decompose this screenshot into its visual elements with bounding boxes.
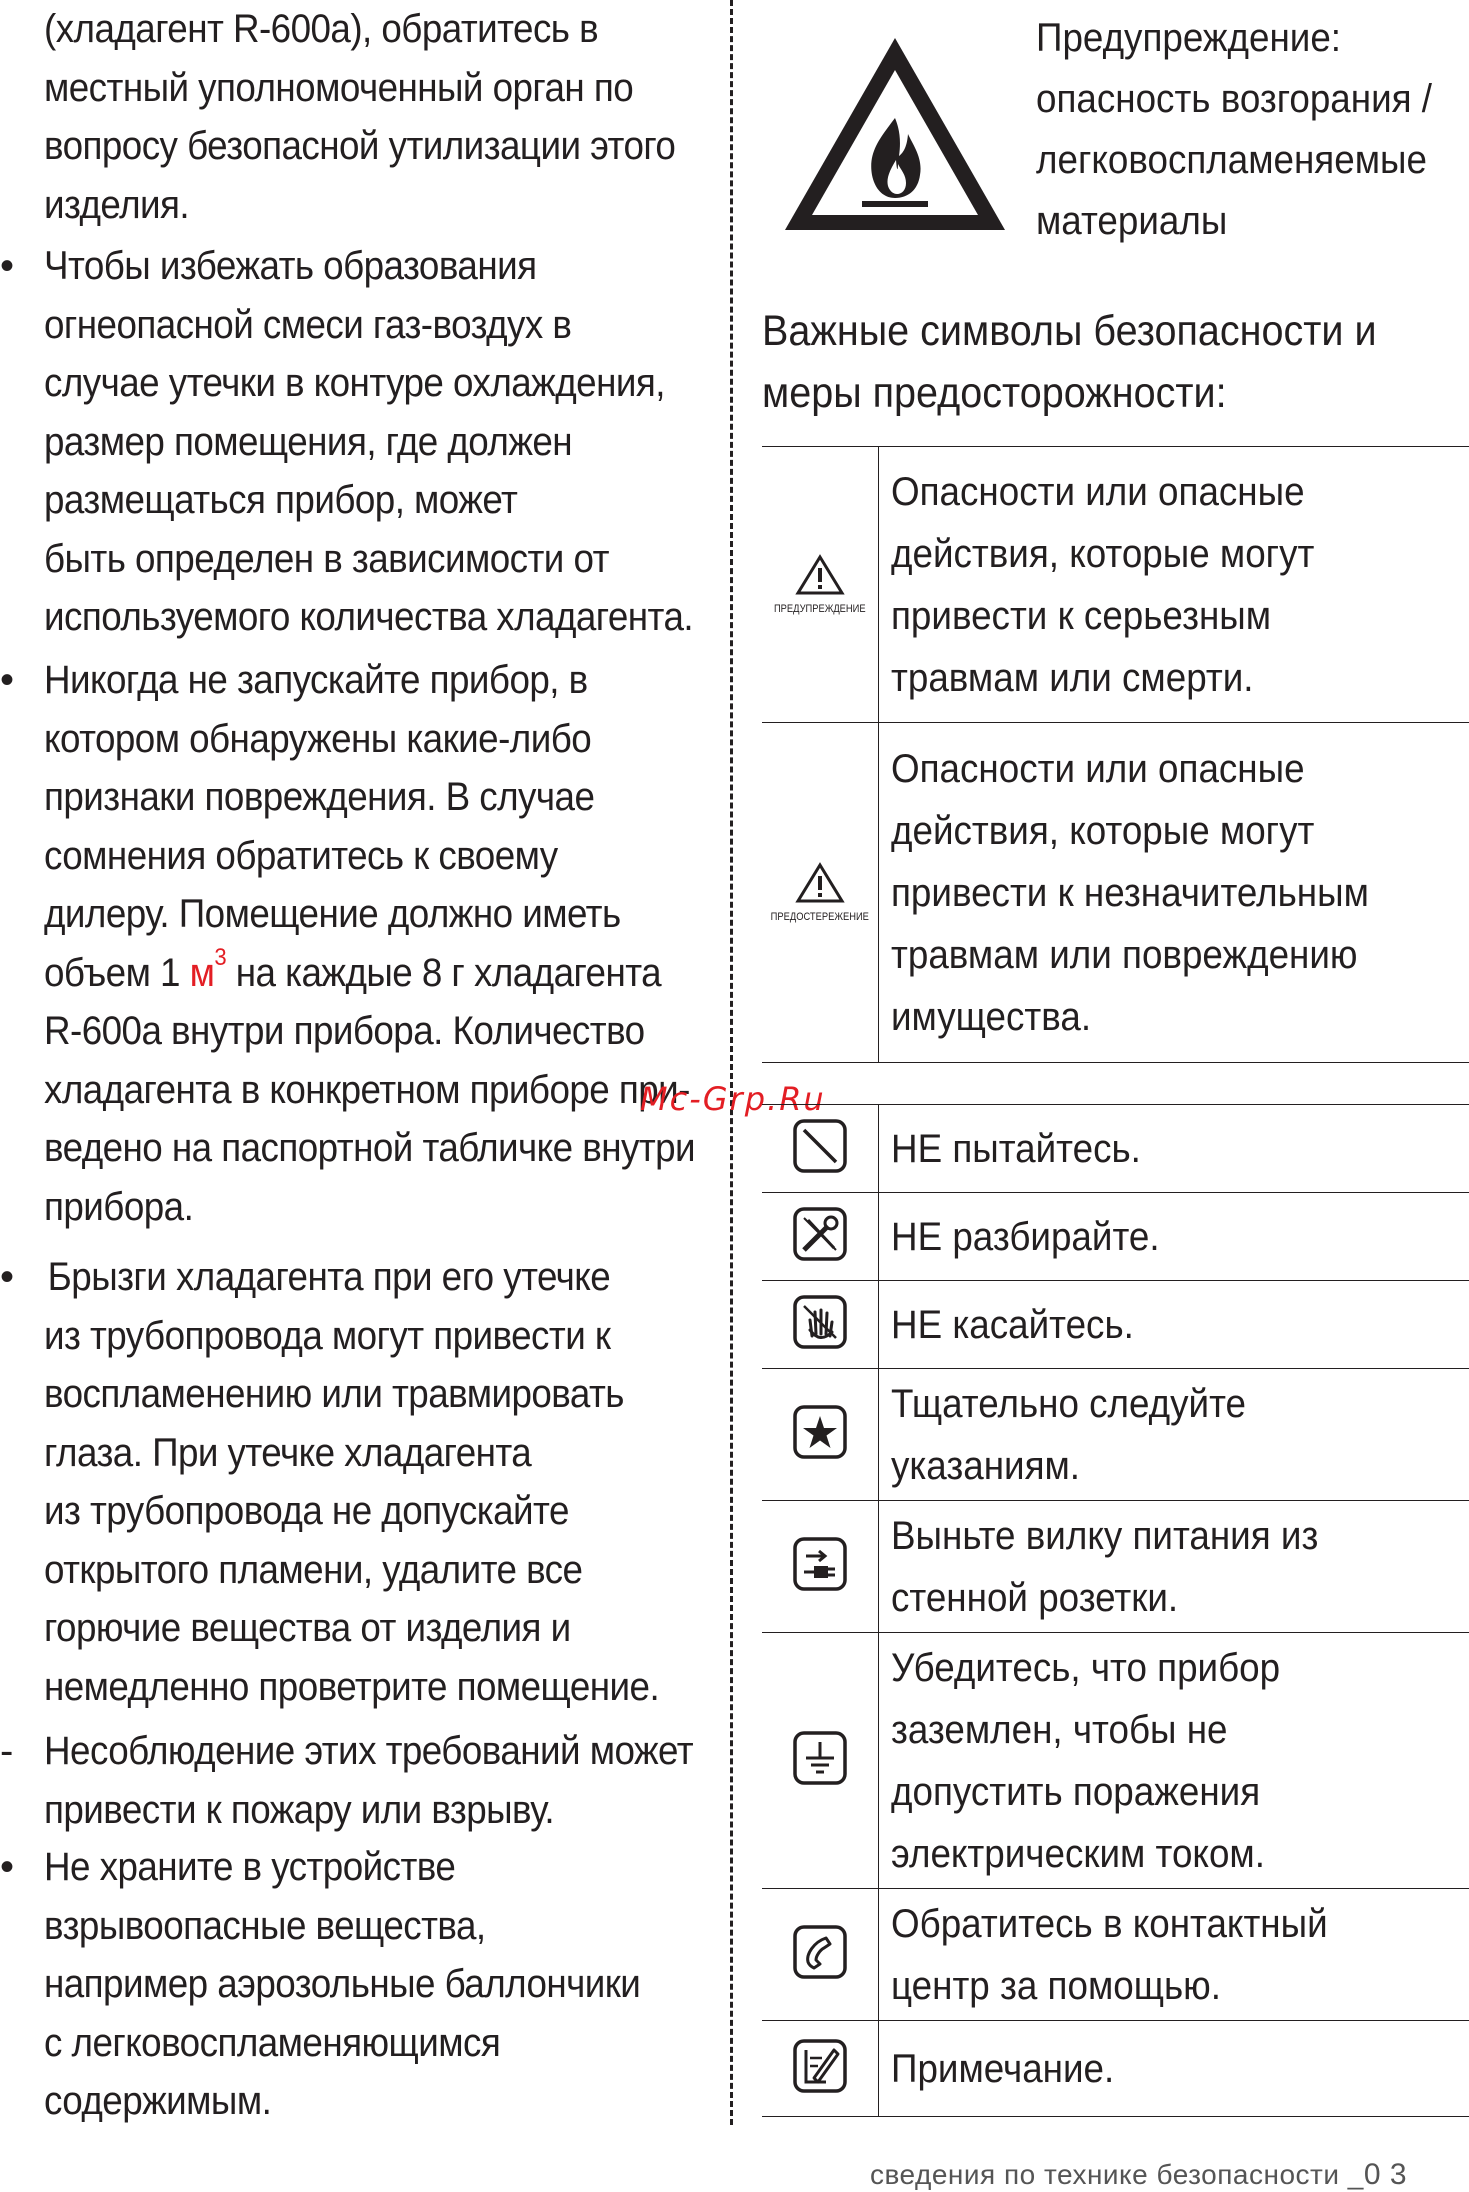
text-line: Обратитесь в контактный: [890, 1901, 1328, 1946]
text-line: прибора.: [44, 1184, 194, 1229]
table-row: [762, 1105, 1469, 1193]
text-line: например аэрозольные баллончики: [44, 1962, 641, 2006]
page-footer: [870, 2158, 1407, 2192]
caution-symbol-cell: [762, 723, 878, 1063]
text-line: травмам или смерти.: [890, 655, 1254, 700]
follow-directions-text: [878, 1369, 1469, 1501]
caution-triangle-icon: [795, 862, 845, 904]
paragraph-room-size: [44, 237, 694, 647]
text-line: дилеру. Помещение должно иметь: [44, 892, 621, 936]
note-cell: [762, 2021, 878, 2117]
flammable-warning-text: [1036, 8, 1432, 252]
text-line: Тщательно следуйте: [890, 1381, 1246, 1426]
text-line: R-600a внутри прибора. Количество: [44, 1009, 645, 1053]
text-line: указаниям.: [890, 1443, 1080, 1488]
volume-unit: [189, 944, 227, 995]
bullet-icon: •: [0, 1845, 15, 1889]
text-line: Никогда не запускайте прибор, в: [44, 658, 588, 702]
star-icon: [792, 1404, 848, 1460]
column-divider: [730, 0, 733, 2125]
unit-text: м: [189, 950, 215, 995]
text-line: ведено на паспортной табличке внутри: [44, 1126, 696, 1170]
text-line: привести к пожару или взрыву.: [44, 1787, 555, 1832]
text-line: стенной розетки.: [890, 1575, 1178, 1620]
text-line: вопросу безопасной утилизации этого: [44, 124, 676, 168]
do-not-disassemble-text: НЕ разбирайте.: [878, 1193, 1469, 1281]
paragraph-refrigerant-leak: [44, 1248, 670, 1716]
paragraph-explosives: [44, 1838, 670, 2131]
text-line: огнеопасной смеси газ-воздух в: [44, 302, 572, 347]
table-row: [762, 1633, 1469, 1889]
word: из: [44, 1489, 81, 1533]
footer-section: сведения по технике безопасности _: [870, 2159, 1364, 2190]
warning-label: ПРЕДУПРЕЖДЕНИЕ: [773, 602, 866, 615]
table-row: [762, 1281, 1469, 1369]
table-row: [762, 447, 1469, 723]
watermark: Mc-Grp.Ru: [640, 1080, 826, 1118]
text-line: открытого пламени, удалите все: [44, 1547, 583, 1592]
do-not-touch-text: НЕ касайтесь.: [878, 1281, 1469, 1369]
left-column: [0, 0, 730, 2150]
flammable-warning-icon: [780, 30, 1010, 240]
justified-line: [44, 1482, 670, 1541]
text-line: Несоблюдение этих требований может: [44, 1729, 694, 1773]
warning-description: [878, 447, 1469, 723]
text-line: горючие вещества от изделия и: [44, 1606, 571, 1650]
follow-directions-cell: [762, 1369, 878, 1501]
spacer-cell: [762, 1063, 878, 1105]
text-line: Опасности или опасные: [890, 469, 1305, 514]
text-line: привести к серьезным: [890, 593, 1271, 638]
text-line: привести к незначительным: [890, 870, 1369, 915]
text-line: взрывоопасные вещества,: [44, 1903, 486, 1948]
text-line: Выньте вилку питания из: [890, 1513, 1318, 1558]
text-line: случае утечки в контуре охлаждения,: [44, 361, 665, 405]
safety-symbols-table: [762, 446, 1469, 2117]
text-line: размещаться прибор, может: [44, 478, 518, 522]
text-line: центр за помощью.: [890, 1963, 1221, 2008]
note-pencil-icon: [792, 2038, 848, 2094]
do-not-touch-icon: [792, 1294, 848, 1350]
text-line: местный уполномоченный орган по: [44, 65, 634, 110]
word: трубопровода: [90, 1489, 323, 1533]
text-line: имущества.: [890, 994, 1091, 1039]
text-line: из трубопровода могут привести к: [44, 1313, 611, 1358]
page-number: 0 3: [1363, 2158, 1408, 2191]
text-line: изделия.: [44, 182, 190, 227]
text-line: котором обнаружены какие-либо: [44, 716, 592, 761]
word: допускайте: [381, 1489, 569, 1533]
text-line: (хладагент R-600a), обратитесь в: [44, 7, 599, 51]
do-not-touch-cell: [762, 1281, 878, 1369]
do-not-disassemble-cell: [762, 1193, 878, 1281]
text-line: действия, которые могут: [890, 531, 1314, 576]
text-line: размер помещения, где должен: [44, 419, 573, 464]
text-line: Чтобы избежать образования: [44, 244, 537, 288]
table-row: [762, 2021, 1469, 2117]
paragraph-disposal: [44, 0, 676, 234]
text-line: Брызги хладагента при его утечке: [47, 1255, 611, 1299]
do-not-disassemble-icon: [792, 1206, 848, 1262]
contact-cell: [762, 1889, 878, 2021]
warning-symbol-cell: [762, 447, 878, 723]
do-not-attempt-text: НЕ пытайтесь.: [878, 1105, 1469, 1193]
text-line: допустить поражения: [890, 1769, 1260, 1814]
title-line: Важные символы безопасности и: [762, 307, 1377, 355]
text-line: Опасности или опасные: [890, 746, 1305, 791]
note-text: Примечание.: [878, 2021, 1469, 2117]
text-line: используемого количества хладагента.: [44, 595, 694, 639]
bullet-icon: •: [0, 658, 15, 702]
unplug-text: [878, 1501, 1469, 1633]
do-not-attempt-cell: [762, 1105, 878, 1193]
caution-label: ПРЕДОСТЕРЕЖЕНИЕ: [770, 910, 869, 923]
text-line: немедленно проветрите помещение.: [44, 1664, 660, 1709]
table-row: [762, 1193, 1469, 1281]
dash-icon: -: [0, 1729, 14, 1773]
text-line: электрическим током.: [890, 1831, 1265, 1876]
ground-icon: [792, 1730, 848, 1786]
ground-text: [878, 1633, 1469, 1889]
unit-superscript: 3: [214, 944, 227, 972]
text-line: материалы: [1036, 199, 1228, 243]
ground-cell: [762, 1633, 878, 1889]
bullet-icon: •: [0, 1255, 15, 1299]
spacer-row: [762, 1063, 1469, 1105]
phone-icon: [792, 1924, 848, 1980]
text-line: опасность возгорания /: [1036, 77, 1433, 121]
unplug-icon: [792, 1536, 848, 1592]
paragraph-consequences: [44, 1722, 694, 1839]
text-line: действия, которые могут: [890, 808, 1314, 853]
volume-prefix: объем 1: [44, 950, 190, 995]
text-line: легковоспламеняемые: [1036, 138, 1427, 182]
table-row: [762, 1501, 1469, 1633]
unplug-cell: [762, 1501, 878, 1633]
text-line: с легковоспламеняющимся: [44, 2020, 501, 2065]
text-line: заземлен, чтобы не: [890, 1707, 1228, 1752]
prohibition-icon: [792, 1118, 848, 1174]
volume-line: [44, 944, 670, 1003]
table-row: [762, 1889, 1469, 2021]
table-row: [762, 723, 1469, 1063]
warning-triangle-icon: [795, 554, 845, 596]
title-line: меры предосторожности:: [762, 369, 1227, 417]
spacer-cell: [878, 1063, 1469, 1105]
bullet-icon: •: [0, 244, 15, 288]
text-line: воспламенению или травмировать: [44, 1372, 624, 1416]
text-line: сомнения обратитесь к своему: [44, 833, 558, 878]
word: не: [331, 1489, 372, 1533]
paragraph-damaged-device: [44, 651, 696, 1236]
section-title: [762, 300, 1377, 424]
text-line: травмам или повреждению: [890, 932, 1358, 977]
text-line: содержимым.: [44, 2079, 272, 2123]
text-line: признаки повреждения. В случае: [44, 775, 595, 819]
volume-suffix: на каждые 8 г хладагента: [226, 950, 662, 995]
text-line: Не храните в устройстве: [44, 1845, 456, 1889]
contact-text: [878, 1889, 1469, 2021]
text-line: глаза. При утечке хладагента: [44, 1430, 532, 1475]
caution-description: [878, 723, 1469, 1063]
text-line: быть определен в зависимости от: [44, 536, 609, 581]
table-row: [762, 1369, 1469, 1501]
text-line: хладагента в конкретном приборе при-: [44, 1067, 690, 1112]
text-line: Убедитесь, что прибор: [890, 1645, 1280, 1690]
text-line: Предупреждение:: [1036, 16, 1342, 60]
